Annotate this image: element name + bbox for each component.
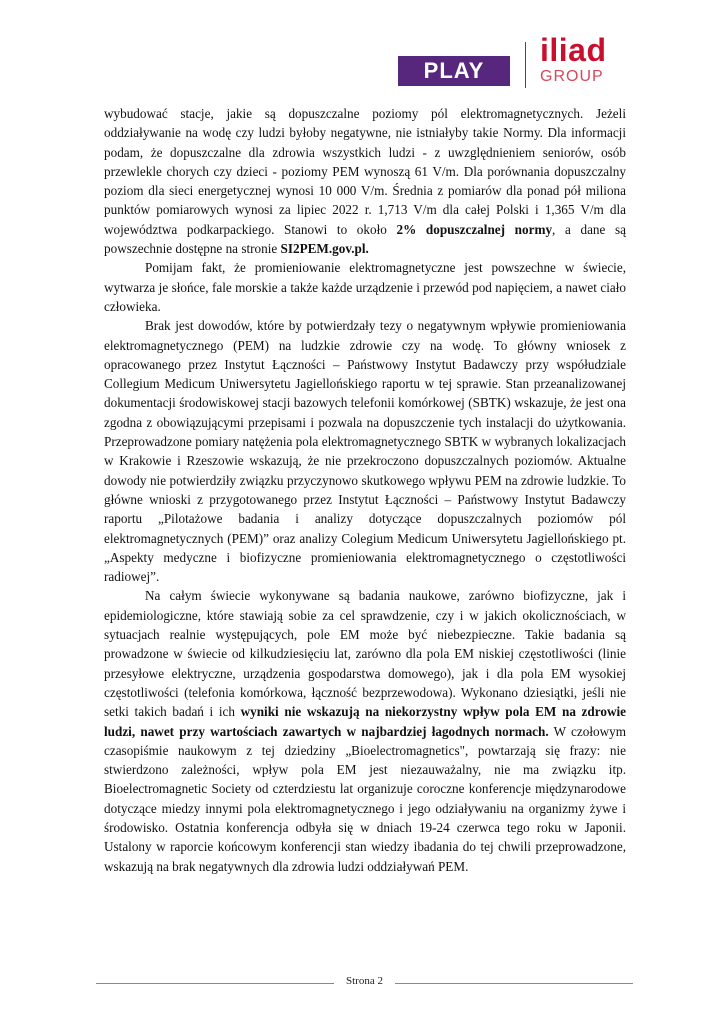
footer-rule-left <box>96 983 334 984</box>
page-number: Strona 2 <box>346 975 383 987</box>
document-body <box>104 104 626 876</box>
play-logo <box>398 56 510 86</box>
paragraph-1-bold-a: 2% dopuszczalnej normy <box>396 221 553 237</box>
paragraph-3-text: Brak jest dowodów, które by potwierdzały tezy o negatywnym wpływie promieniowania elektromagnetycznego (PEM) na ludzkie zdrowie czy na wodę. To główny wniosek z opracowanego przez Instytut Łączności – Państwowy Instytut Badawczy przy współudziale Collegium Medicum Uniwersytetu Jagiellońskiego raportu w tej sprawie. Stan przeanalizowanej dokumentacji środowiskowej stacji bazowych telefonii komórkowej (SBTK) wskazuje, że jest ona zgodna z obowiązującymi przepisami i pozwala na dopuszczenie tych instalacji do użytkowania. Przeprowadzone pomiary natężenia pola elektromagnetycznego SBTK w wybranych lokalizacjach w Krakowie i Rzeszowie wskazują, że nie przekroczono dopuszczalnych poziomów. Aktualne dowody nie potwierdziły związku przyczynowo skutkowego wpływu PEM na zdrowie ludzkie. To główne wnioski z przygotowanego przez Instytut Łączności – Państwowy Instytut Badawczy raportu „Pilotażowe badania i analizy dotyczące dopuszczalnych poziomów pól elektromagnetycznych (PEM)” oraz analizy Colegium Medicum Uniwersytetu Jagiellońskiego pt. „Aspekty medyczne i biofizyczne promieniowania elektromagnetycznego o częstotliwości radiowej”. <box>104 318 626 585</box>
paragraph-1 <box>104 104 626 258</box>
iliad-group-label: GROUP <box>540 68 604 85</box>
paragraph-4-bold: wyniki nie wskazują na niekorzystny wpływ pola EM na zdrowie ludzi, nawet przy wartościach zawartych w najbardziej łagodnych normach. <box>104 704 626 739</box>
paragraph-4 <box>104 586 626 875</box>
paragraph-2-text: Pomijam fakt, że promieniowanie elektromagnetyczne jest powszechne w świecie, wytwarza je słońce, fale morskie a także każde urządzenie i przewód pod napięciem, a nawet ciało człowieka. <box>104 260 626 314</box>
paragraph-1-bold-b: SI2PEM.gov.pl. <box>280 241 369 257</box>
paragraph-4-text-a: Na całym świecie wykonywane są badania naukowe, zarówno biofizyczne, jak i epidemiologiczne, które stawiają sobie za cel sprawdzenie, czy i w jakich okolicznościach, w sytuacjach realnie występujących, pole EM może być niebezpieczne. Takie badania są prowadzone w świecie od kilkudziesięciu lat, zarówno dla pola EM niskiej częstotliwości (linie przesyłowe elektryczne, urządzenia gospodarstwa domowego), jak i dla pola EM wysokiej częstotliwości (telefonia komórkowa, łączność bezprzewodowa). Wykonano dziesiątki, jeśli nie setki takich badań i ich <box>104 588 626 720</box>
paragraph-1-text-a: wybudować stacje, jakie są dopuszczalne poziomy pól elektromagnetycznych. Jeżeli oddziaływanie na wodę czy ludzi byłoby negatywne, nie istniałyby takie Normy. Dla informacji podam, że dopuszczalne dla zdrowia wszystkich ludzi - z uwzględnieniem seniorów, osób przewlekle chorych czy dzieci - poziomy PEM wynoszą 61 V/m. Dla porównania dopuszczalny poziom dla sieci energetycznej wynosi 10 000 V/m. Średnia z pomiarów dla ponad pół miliona punktów pomiarowych wynosi za lipiec 2022 r. 1,713 V/m dla całej Polski i 1,365 V/m dla województwa podkarpackiego. Stanowi to około <box>104 106 626 237</box>
paragraph-2 <box>104 258 626 316</box>
paragraph-3 <box>104 316 626 586</box>
play-logo-text: PLAY <box>423 58 485 83</box>
header-logos <box>398 32 658 88</box>
footer-rule-right <box>395 983 633 984</box>
paragraph-4-text-b: W czołowym czasopiśmie naukowym z tej dziedziny „Bioelectromagnetics", powtarzają się frazy: nie stwierdzono zależności, wpływ pola EM jest niezauważalny, nie ma związku itp. Bioelectromagnetic Society od czterdziestu lat organizuje coroczne konferencje międzynarodowe dotyczące miedzy innymi pola elektromagnetycznego i jego odziaływaniu na organizmy żywe i środowisko. Ostatnia konferencja odbyła się w dniach 19-24 czerwca tego roku w Japonii. Ustalony w raporcie końcowym konferencji stan wiedzy ibadania do tej chwili przeprowadzone, wskazują na brak negatywnych dla zdrowia ludzi oddziaływań PEM. <box>104 723 626 874</box>
iliad-logo: iliad <box>540 32 607 68</box>
logo-divider <box>525 42 526 88</box>
paragraph-1-text-b: , a dane są powszechnie dostępne na stronie <box>104 221 626 257</box>
